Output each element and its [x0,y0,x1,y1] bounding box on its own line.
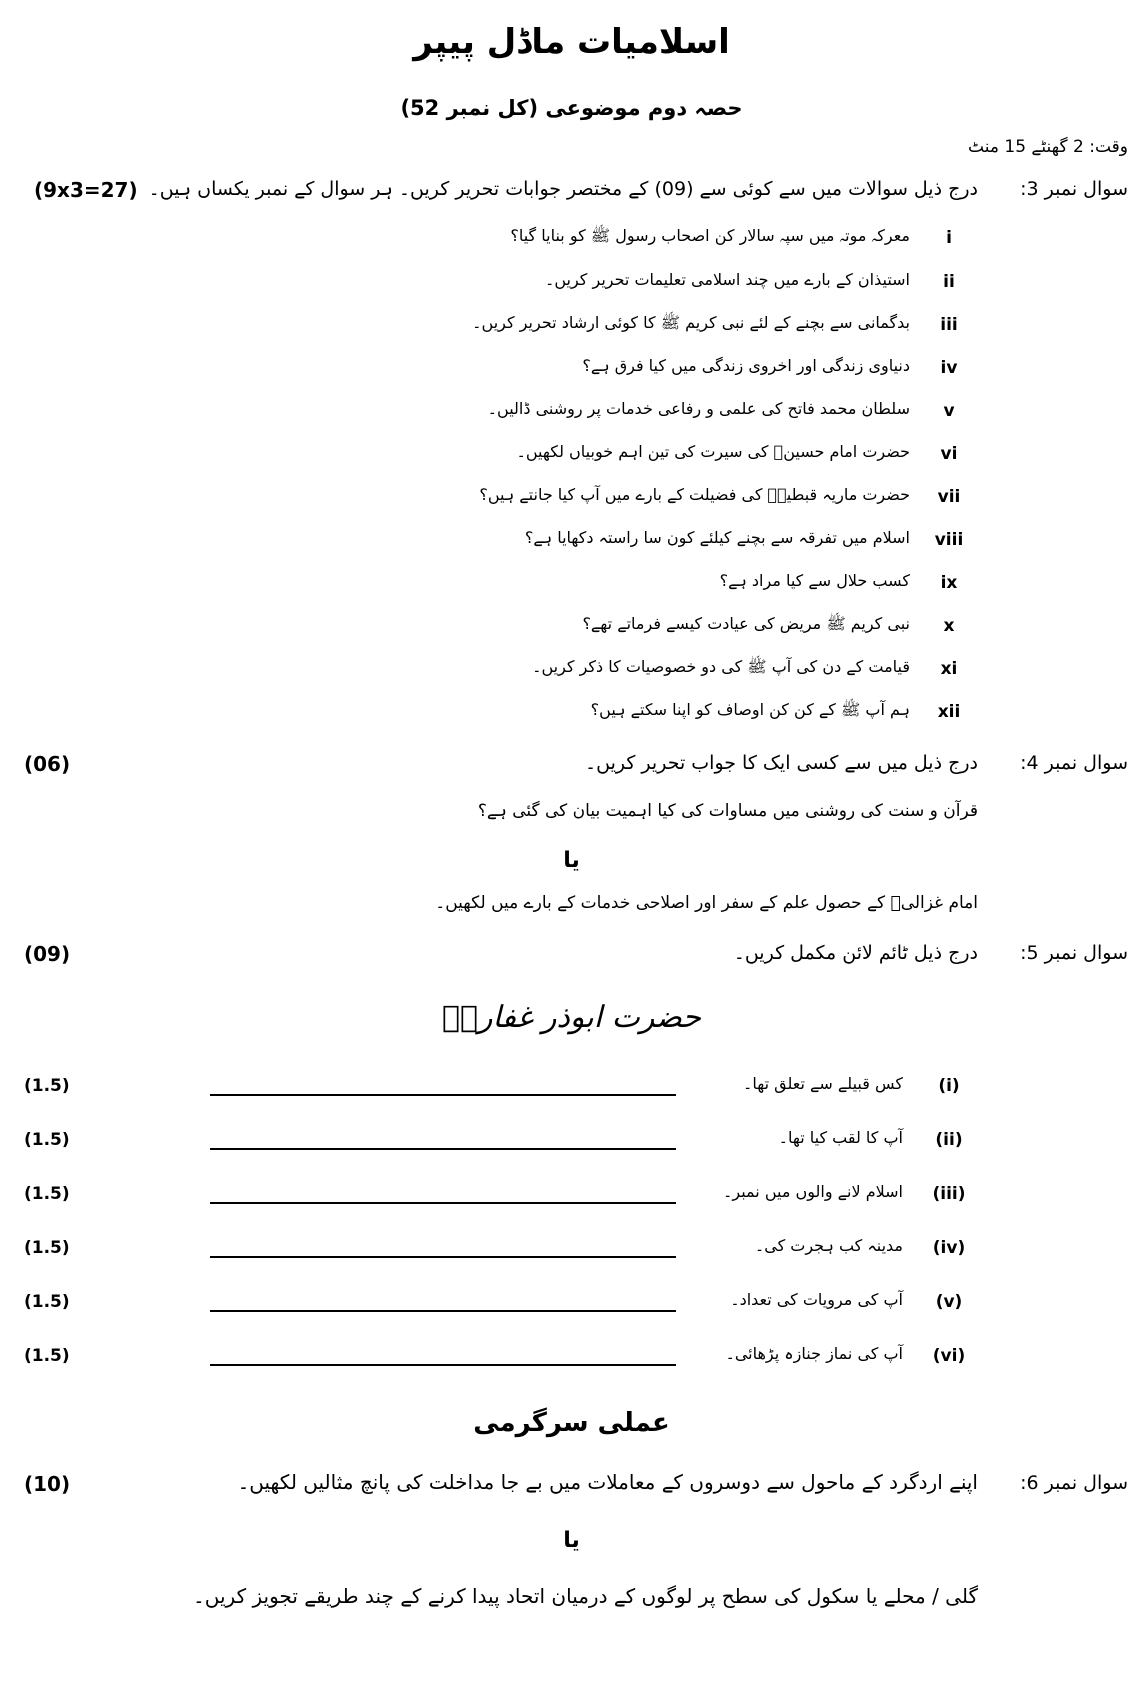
q5-instruction: درج ذیل ٹائم لائن مکمل کریں۔ [733,942,978,964]
item-number: xii [937,702,961,722]
item-number: (v) [935,1292,963,1312]
answer-blank[interactable] [210,1094,676,1096]
item-text: اسلام لانے والوں میں نمبر۔ [723,1182,903,1201]
answer-blank[interactable] [210,1256,676,1258]
item-number: ix [940,573,958,593]
item-marks: (1.5) [24,1292,70,1312]
item-marks: (1.5) [24,1238,70,1258]
item-text: آپ کی مرویات کی تعداد۔ [730,1290,903,1309]
item-number: iii [940,315,958,335]
item-number: x [943,616,955,636]
item-number: ii [943,272,955,292]
answer-blank[interactable] [210,1202,676,1204]
item-number: (vi) [932,1346,966,1366]
item-number: (ii) [935,1130,963,1150]
q5-label: سوال نمبر 5: [1020,942,1128,964]
item-text: کسب حلال سے کیا مراد ہے؟ [719,571,910,590]
item-marks: (1.5) [24,1346,70,1366]
q4-label: سوال نمبر 4: [1020,752,1128,774]
q5-marks: (09) [24,942,71,966]
q4-marks: (06) [24,752,71,776]
item-number: (iv) [932,1238,966,1258]
item-text: حضرت امام حسینؓ کی سیرت کی تین اہم خوبیاں لکھیں۔ [516,442,910,461]
item-marks: (1.5) [24,1184,70,1204]
item-number: viii [934,530,964,550]
page-title: اسلامیات ماڈل پیپر [413,22,730,62]
answer-blank[interactable] [210,1148,676,1150]
time-allowed: وقت: 2 گھنٹے 15 منٹ [968,137,1128,157]
item-number: (i) [938,1076,960,1096]
item-marks: (1.5) [24,1130,70,1150]
item-text: بدگمانی سے بچنے کے لئے نبی کریم ﷺ کا کوئی ارشاد تحریر کریں۔ [472,313,910,332]
item-text: نبی کریم ﷺ مریض کی عیادت کیسے فرماتے تھے؟ [582,614,910,633]
item-text: ہم آپ ﷺ کے کن کن اوصاف کو اپنا سکتے ہیں؟ [590,700,910,719]
item-number: vii [937,487,961,507]
item-number: (iii) [932,1184,966,1204]
item-text: آپ کا لقب کیا تھا۔ [778,1128,903,1147]
item-number: vi [940,444,958,464]
item-marks: (1.5) [24,1076,70,1096]
item-text: مدینہ کب ہجرت کی۔ [754,1236,903,1255]
item-text: سلطان محمد فاتح کی علمی و رفاعی خدمات پر روشنی ڈالیں۔ [487,399,910,418]
section-subtitle: حصہ دوم موضوعی (کل نمبر 52) [400,96,743,120]
item-text: قیامت کے دن کی آپ ﷺ کی دو خصوصیات کا ذکر کریں۔ [532,657,910,676]
item-text: دنیاوی زندگی اور اخروی زندگی میں کیا فرق ہے؟ [582,356,910,375]
q6-label: سوال نمبر 6: [1020,1472,1128,1494]
q6-instruction: اپنے اردگرد کے ماحول سے دوسروں کے معاملات میں بے جا مداخلت کی پانچ مثالیں لکھیں۔ [237,1470,978,1494]
q6-option-2: گلی / محلے یا سکول کی سطح پر لوگوں کے درمیان اتحاد پیدا کرنے کے چند طریقے تجویز کریں۔ [193,1584,978,1608]
item-text: حضرت ماریہ قبطیہؓ کی فضیلت کے بارے میں آپ کیا جانتے ہیں؟ [479,485,910,504]
item-text: اسلام میں تفرقہ سے بچنے کیلئے کون سا راستہ دکھایا ہے؟ [524,528,910,547]
item-number: xi [940,659,958,679]
q4-instruction: درج ذیل میں سے کسی ایک کا جواب تحریر کریں۔ [584,752,978,774]
answer-blank[interactable] [210,1364,676,1366]
timeline-heading: حضرت ابوذر غفاریؓ [442,1000,701,1035]
q4-option-1: قرآن و سنت کی روشنی میں مساوات کی کیا اہمیت بیان کی گئی ہے؟ [477,801,978,821]
item-number: i [946,228,952,248]
or-divider: یا [563,848,580,873]
item-text: معرکہ موتہ میں سپہ سالار کن اصحاب رسول ﷺ کو بنایا گیا؟ [510,226,910,245]
item-text: کس قبیلے سے تعلق تھا۔ [742,1074,903,1093]
q6-marks: (10) [24,1472,71,1496]
q3-label: سوال نمبر 3: [1020,178,1128,200]
item-text: آپ کی نماز جنازہ پڑھائی۔ [725,1344,903,1363]
item-number: v [943,401,955,421]
item-text: استیذان کے بارے میں چند اسلامی تعلیمات تحریر کریں۔ [544,270,910,289]
or-divider: یا [563,1528,580,1553]
answer-blank[interactable] [210,1310,676,1312]
q4-option-2: امام غزالیؒ کے حصول علم کے سفر اور اصلاحی خدمات کے بارے میں لکھیں۔ [435,893,978,913]
activity-heading: عملی سرگرمی [473,1408,670,1438]
item-number: iv [940,358,958,378]
q3-instruction: درج ذیل سوالات میں سے کوئی سے (09) کے مختصر جوابات تحریر کریں۔ ہر سوال کے نمبر یکساں ہیں۔ [148,178,978,200]
q3-marks: (9x3=27) [34,178,138,202]
